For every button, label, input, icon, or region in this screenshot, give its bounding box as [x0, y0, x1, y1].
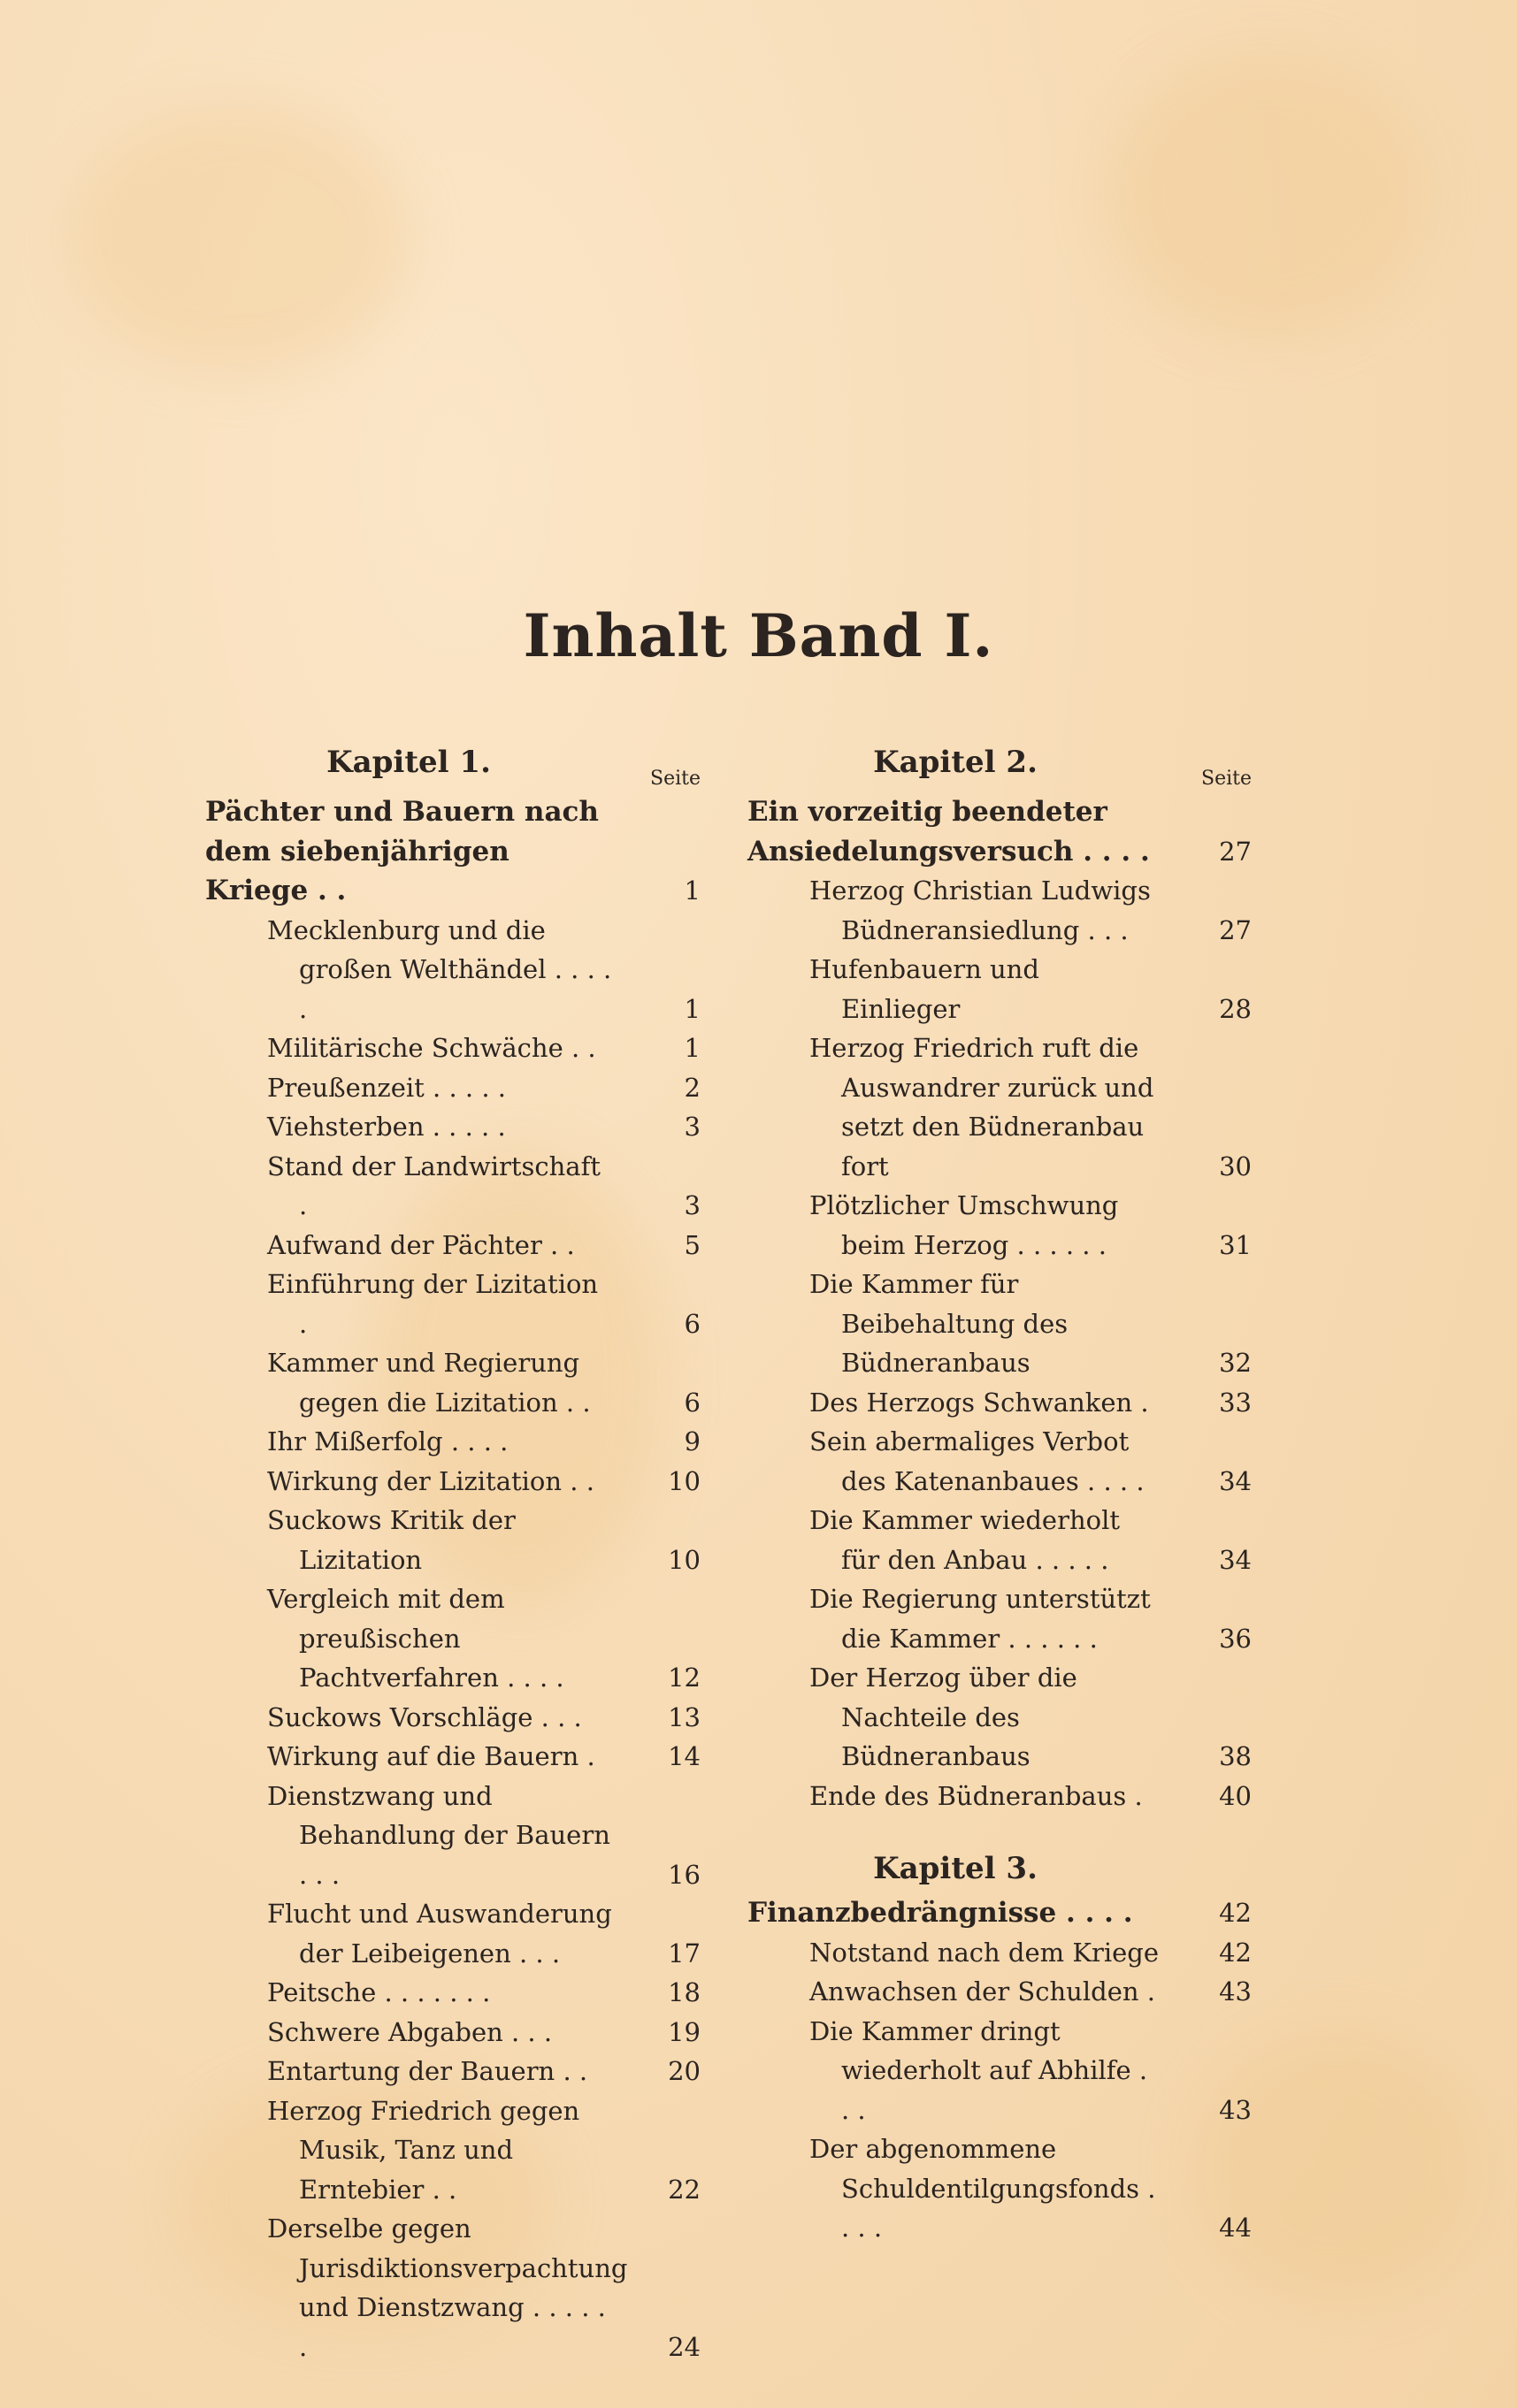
- toc-entry: [747, 1265, 1252, 1383]
- toc-entry-page: 14: [668, 1741, 701, 1771]
- toc-entry-title: Die Kammer dringt wiederholt auf Abhilfe . . .: [809, 2015, 1148, 2125]
- toc-entry-title: Notstand nach dem Kriege: [809, 1937, 1160, 1968]
- toc-entry-page: 34: [1219, 1544, 1252, 1575]
- toc-entry-title: Der Herzog über die Nachteile des Büdneranbaus: [809, 1663, 1077, 1771]
- toc-entry-page: 10: [668, 1465, 701, 1496]
- toc-entry-title: Viehsterben . . . . .: [267, 1112, 506, 1142]
- toc-entry: [747, 871, 1252, 950]
- toc-entry-page: 36: [1219, 1623, 1252, 1654]
- toc-entry: [747, 1933, 1252, 1973]
- chapter-title: Kapitel 3.: [873, 1851, 1038, 1886]
- toc-entry: [205, 1777, 701, 1895]
- toc-entry-page: 42: [1219, 1937, 1252, 1968]
- toc-entry-page: 19: [668, 2016, 701, 2047]
- toc-entry: [205, 1343, 701, 1422]
- toc-entry: [747, 1028, 1252, 1186]
- toc-entry-title: Herzog Friedrich gegen Musik, Tanz und Erntebier . .: [267, 2095, 580, 2205]
- toc-entry-page: 16: [668, 1859, 701, 1890]
- toc-entry-title: Der abgenommene Schuldentilgungsfonds . . . .: [809, 2134, 1156, 2243]
- toc-entry: [205, 1068, 701, 1108]
- toc-entry-title: Plötzlicher Umschwung beim Herzog . . . . . .: [809, 1190, 1119, 1260]
- toc-entry-title: Einführung der Lizitation .: [267, 1269, 599, 1339]
- toc-entry: [205, 1894, 701, 1973]
- toc-entry-title: Suckows Kritik der Lizitation: [267, 1505, 516, 1575]
- page-title: Inhalt Band I.: [523, 601, 994, 670]
- toc-entry-title: Vergleich mit dem preußischen Pachtverfahren . . . .: [267, 1584, 564, 1693]
- toc-entry: [205, 1422, 701, 1462]
- toc-entry-page: 5: [684, 1229, 701, 1260]
- toc-entry: [205, 792, 701, 911]
- toc-entry-page: 40: [1219, 1780, 1252, 1811]
- toc-entry-title: Entartung der Bauern . .: [267, 2056, 588, 2086]
- toc-entry: [205, 2013, 701, 2053]
- toc-entry-title: Kammer und Regierung gegen die Lizitation . .: [267, 1348, 591, 1418]
- toc-entry: [205, 1028, 701, 1068]
- toc-entry: [205, 1737, 701, 1777]
- toc-entry: [747, 1422, 1252, 1501]
- toc-entry: [205, 2209, 701, 2366]
- toc-entry-page: 28: [1219, 993, 1252, 1024]
- toc-entry-page: 1: [684, 875, 701, 906]
- toc-list: [205, 792, 701, 2366]
- toc-entry-title: Mecklenburg und die großen Welthändel . . . . .: [267, 914, 612, 1024]
- toc-entry-title: Preußenzeit . . . . .: [267, 1072, 506, 1103]
- toc-entry-title: Hufenbauern und Einlieger: [809, 954, 1039, 1024]
- toc-list: [747, 792, 1252, 1816]
- toc-left-column: [205, 741, 701, 2366]
- toc-entry-page: 17: [668, 1938, 701, 1968]
- toc-entry-page: 27: [1219, 836, 1252, 867]
- toc-entry: [747, 1186, 1252, 1265]
- toc-entry: [747, 2012, 1252, 2130]
- toc-entry-page: 24: [668, 2331, 701, 2362]
- toc-entry: [747, 1501, 1252, 1579]
- page-column-label: Seite: [650, 768, 701, 790]
- toc-entry-page: 42: [1219, 1898, 1252, 1928]
- chapter-heading: [747, 741, 1252, 792]
- toc-entry-page: 10: [668, 1544, 701, 1575]
- toc-entry-title: Flucht und Auswanderung der Leibeigenen . . .: [267, 1899, 612, 1968]
- toc-entry: [205, 1462, 701, 1502]
- toc-entry-title: Wirkung auf die Bauern .: [267, 1741, 595, 1771]
- toc-entry-title: Pächter und Bauern nach dem siebenjährigen Kriege . .: [205, 796, 599, 906]
- toc-entry-title: Aufwand der Pächter . .: [267, 1229, 575, 1260]
- toc-entry-page: 1: [684, 1033, 701, 1063]
- chapter-heading: [747, 1847, 1252, 1893]
- page-column-label: Seite: [1201, 768, 1252, 790]
- toc-entry: [747, 1893, 1252, 1933]
- toc-entry-title: Derselbe gegen Jurisdiktionsverpachtung und Dienstzwang . . . . . .: [267, 2213, 628, 2362]
- toc-entry-page: 31: [1219, 1229, 1252, 1260]
- toc-entry: [205, 1973, 701, 2013]
- toc-entry-page: 13: [668, 1701, 701, 1732]
- toc-entry-page: 27: [1219, 914, 1252, 945]
- toc-entry: [747, 1777, 1252, 1816]
- toc-entry-title: Stand der Landwirtschaft .: [267, 1150, 601, 1220]
- toc-entry: [205, 2052, 701, 2091]
- toc-entry-title: Finanzbedrängnisse . . . .: [747, 1897, 1133, 1929]
- toc-entry-page: 18: [668, 1977, 701, 2007]
- toc-entry-title: Sein abermaliges Verbot des Katenanbaues . . . .: [809, 1426, 1145, 1496]
- toc-entry-title: Ende des Büdneranbaus .: [809, 1780, 1143, 1811]
- toc-entry-page: 43: [1219, 2094, 1252, 2125]
- toc-entry: [205, 1698, 701, 1738]
- chapter-heading: [205, 741, 701, 792]
- toc-entry-page: 43: [1219, 1976, 1252, 2007]
- toc-entry-page: 44: [1219, 2213, 1252, 2243]
- toc-entry-title: Ihr Mißerfolg . . . .: [267, 1426, 509, 1456]
- toc-entry-page: 6: [684, 1387, 701, 1418]
- toc-entry: [205, 1579, 701, 1698]
- toc-entry: [205, 911, 701, 1029]
- toc-entry-page: 22: [668, 2174, 701, 2205]
- toc-entry-title: Wirkung der Lizitation . .: [267, 1465, 594, 1496]
- toc-entry: [205, 1265, 701, 1343]
- toc-entry: [747, 1972, 1252, 2012]
- toc-entry: [205, 2091, 701, 2210]
- toc-entry: [205, 1226, 701, 1265]
- chapter-title: Kapitel 1.: [326, 745, 491, 780]
- toc-entry-title: Die Kammer für Beibehaltung des Büdneranbaus: [809, 1269, 1069, 1378]
- toc-entry-page: 2: [684, 1072, 701, 1103]
- toc-right-column: [747, 741, 1252, 2248]
- toc-entry: [747, 792, 1252, 871]
- toc-entry-title: Suckows Vorschläge . . .: [267, 1701, 582, 1732]
- toc-entry-title: Schwere Abgaben . . .: [267, 2016, 553, 2047]
- toc-entry: [205, 1107, 701, 1147]
- toc-entry-title: Ein vorzeitig beendeter Ansiedelungsversuch . . . .: [747, 796, 1150, 868]
- toc-entry-title: Die Regierung unterstützt die Kammer . . . . . .: [809, 1584, 1151, 1654]
- toc-entry-page: 3: [684, 1112, 701, 1142]
- toc-entry-page: 34: [1219, 1465, 1252, 1496]
- toc-entry-page: 1: [684, 993, 701, 1024]
- toc-entry-title: Militärische Schwäche . .: [267, 1033, 596, 1063]
- toc-entry-title: Des Herzogs Schwanken .: [809, 1387, 1149, 1418]
- toc-entry-page: 20: [668, 2056, 701, 2086]
- toc-entry-title: Die Kammer wiederholt für den Anbau . . . . .: [809, 1505, 1121, 1575]
- toc-entry-page: 33: [1219, 1387, 1252, 1418]
- toc-entry: [747, 2129, 1252, 2248]
- toc-entry-title: Herzog Christian Ludwigs Büdneransiedlung . . .: [809, 875, 1151, 945]
- toc-entry: [747, 1658, 1252, 1777]
- toc-entry-page: 30: [1219, 1150, 1252, 1181]
- chapter-title: Kapitel 2.: [873, 745, 1038, 780]
- toc-entry-page: 32: [1219, 1348, 1252, 1378]
- toc-entry: [747, 1383, 1252, 1423]
- toc-entry-title: Anwachsen der Schulden .: [809, 1976, 1155, 2007]
- toc-entry-page: 6: [684, 1308, 701, 1339]
- toc-entry-page: 12: [668, 1663, 701, 1693]
- toc-entry: [747, 950, 1252, 1028]
- toc-entry-page: 3: [684, 1190, 701, 1220]
- toc-entry-title: Peitsche . . . . . . .: [267, 1977, 491, 2007]
- toc-entry-page: 38: [1219, 1741, 1252, 1771]
- toc-entry: [205, 1147, 701, 1226]
- toc-list: [747, 1893, 1252, 2248]
- toc-entry: [205, 1501, 701, 1579]
- toc-entry-title: Herzog Friedrich ruft die Auswandrer zurück und setzt den Büdneranbau fort: [809, 1033, 1154, 1181]
- toc-entry: [747, 1579, 1252, 1658]
- toc-entry-title: Dienstzwang und Behandlung der Bauern . . .: [267, 1780, 610, 1890]
- toc-entry-page: 9: [684, 1426, 701, 1456]
